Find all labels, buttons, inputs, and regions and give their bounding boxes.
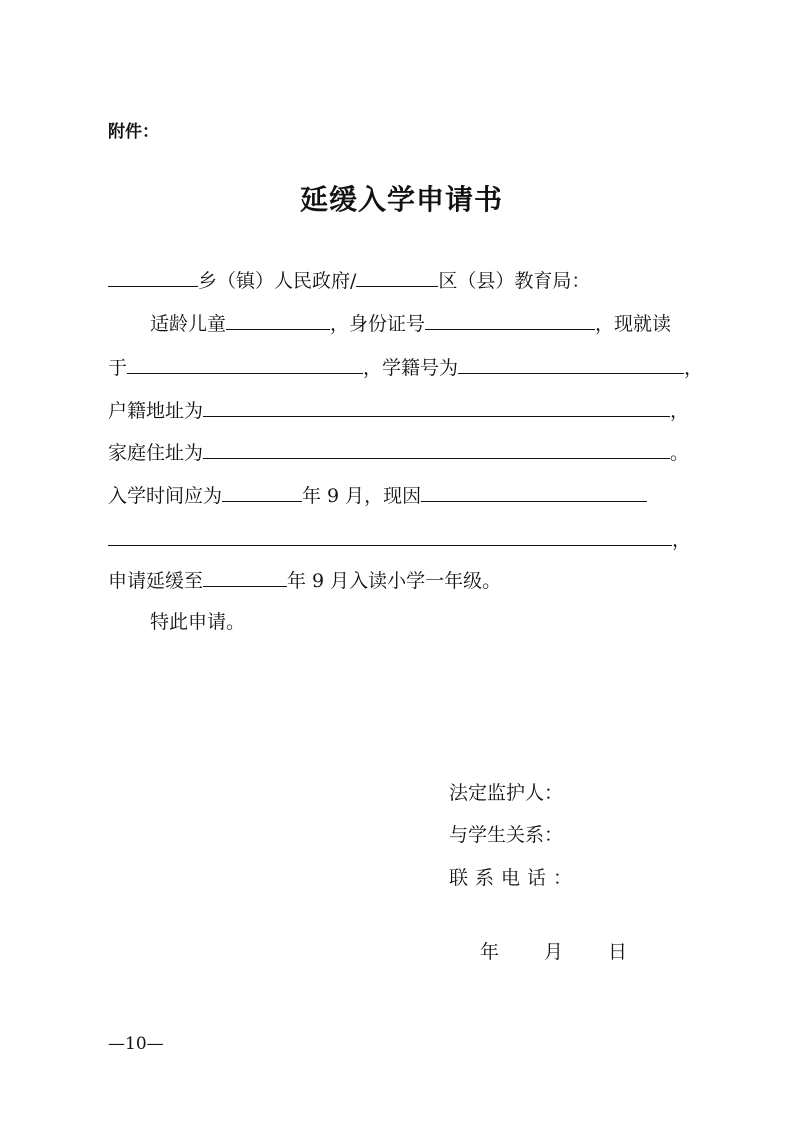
line-child <box>150 311 671 336</box>
line-entry-time <box>108 483 647 508</box>
blank-entry-year[interactable] <box>222 483 302 502</box>
text-education-bureau: 区（县）教育局： <box>438 270 591 292</box>
text-student-number-label: ，学籍号为 <box>363 357 459 379</box>
blank-student-number[interactable] <box>458 355 684 374</box>
document-title: 延缓入学申请书 <box>300 183 504 216</box>
text-delay-label: 申请延缓至 <box>108 570 204 592</box>
text-home-label: 家庭住址为 <box>108 442 204 464</box>
blank-home-address[interactable] <box>203 440 670 459</box>
text-id-label: ，身份证号 <box>330 313 426 335</box>
text-first-grade: 年 9 月入读小学一年级。 <box>287 570 502 592</box>
line-household-address: 户籍地址为 ， <box>108 400 690 422</box>
line-reason-continued: ， <box>108 527 691 552</box>
blank-township[interactable] <box>108 268 198 287</box>
text-township-gov: 乡（镇）人民政府/ <box>198 270 357 292</box>
text-household-label: 户籍地址为 <box>108 400 204 422</box>
guardian-label: 法定监护人： <box>449 782 564 804</box>
blank-district[interactable] <box>356 268 438 287</box>
text-reason-label: 年 9 月，现因 <box>302 485 422 507</box>
text-child-label: 适龄儿童 <box>150 313 227 335</box>
closing-text: 特此申请。 <box>150 611 246 633</box>
blank-child-name[interactable] <box>226 311 330 330</box>
blank-school[interactable] <box>127 355 363 374</box>
text-at: 于 <box>108 357 128 379</box>
line-home-address: 家庭住址为 。 <box>108 442 690 464</box>
line-school: 于 ，学籍号为 ， <box>108 357 704 379</box>
page-number: —10— <box>108 1034 164 1054</box>
line-addressee <box>108 268 590 293</box>
date-day: 日 <box>608 941 628 963</box>
text-entry-time-label: 入学时间应为 <box>108 485 223 507</box>
date-year: 年 <box>480 941 500 963</box>
line-delay-until <box>108 568 501 593</box>
blank-reason[interactable] <box>421 483 647 502</box>
date-month: 月 <box>544 941 564 963</box>
text-studying-at: ，现就读 <box>595 313 672 335</box>
blank-id-number[interactable] <box>425 311 595 330</box>
blank-delay-year[interactable] <box>203 568 287 587</box>
blank-reason-continued[interactable] <box>108 527 672 546</box>
blank-household-address[interactable] <box>203 398 670 417</box>
phone-label: 联系电话： <box>449 867 580 889</box>
relation-label: 与学生关系： <box>449 824 564 846</box>
attachment-label: 附件： <box>108 122 159 142</box>
